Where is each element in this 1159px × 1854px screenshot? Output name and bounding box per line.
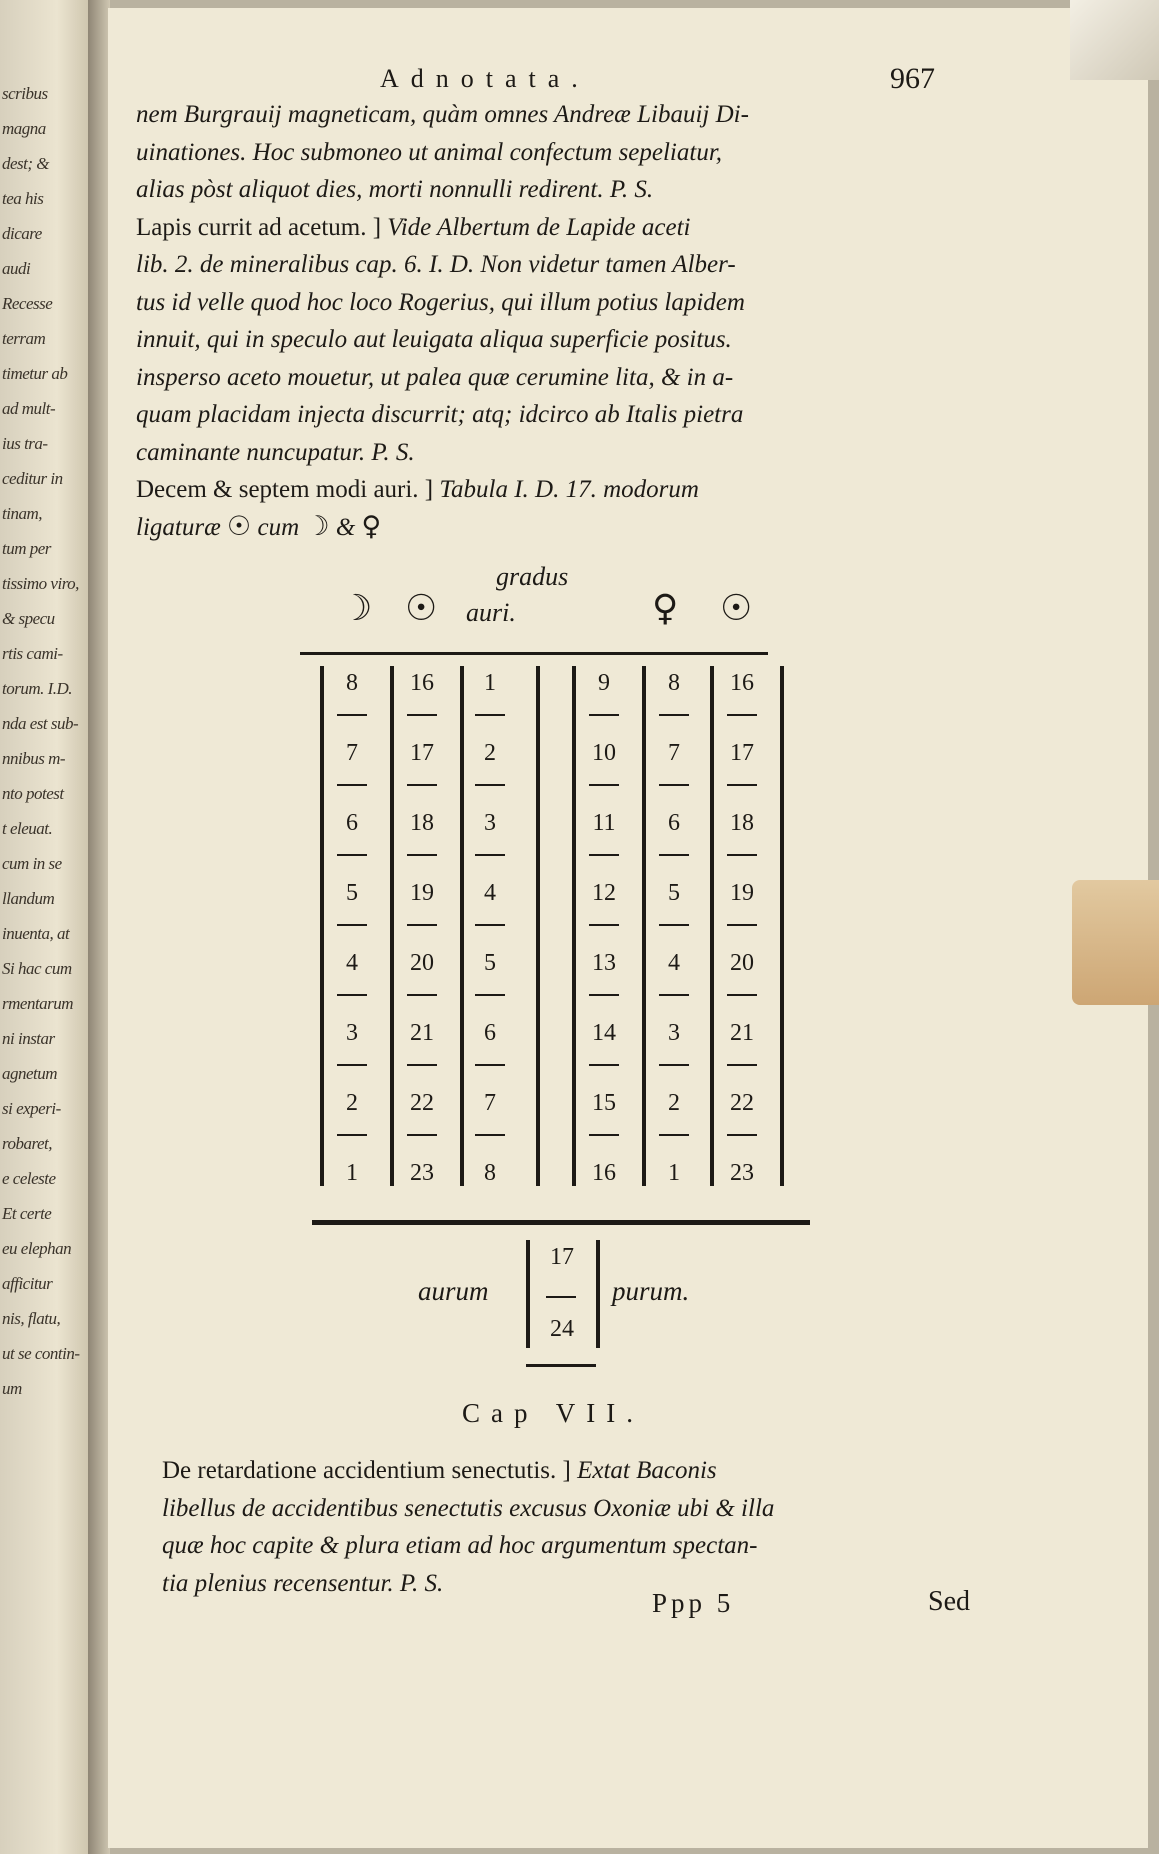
table-top-rule bbox=[300, 652, 768, 655]
text-span: tus id velle quod hoc loco Rogerius, qui illum potius lapidem bbox=[136, 288, 745, 316]
margin-fragment: dest; & bbox=[2, 154, 50, 173]
margin-fragment: timetur ab bbox=[2, 364, 68, 383]
text-span: tia plenius recensentur. P. S. bbox=[162, 1569, 444, 1597]
astro-symbol: ☉ bbox=[227, 510, 252, 542]
table-cell: 16 bbox=[410, 670, 434, 696]
table-cell-dash bbox=[727, 1064, 757, 1066]
margin-fragment: audi bbox=[2, 259, 31, 278]
margin-fragment: um bbox=[2, 1379, 22, 1398]
margin-fragment: magna bbox=[2, 119, 46, 138]
body-line bbox=[136, 471, 986, 509]
table-cell-dash bbox=[727, 924, 757, 926]
body-line bbox=[136, 171, 986, 209]
table-cell: 2 bbox=[346, 1090, 358, 1116]
margin-fragment: Et certe bbox=[2, 1204, 52, 1223]
table-cell-dash bbox=[659, 994, 689, 996]
table-column-bar bbox=[642, 666, 646, 1186]
table-cell: 2 bbox=[668, 1090, 680, 1116]
astro-symbol: ♀ bbox=[361, 510, 382, 542]
margin-fragment: t eleuat. bbox=[2, 819, 53, 838]
text-span: Decem & septem modi auri. ] bbox=[136, 476, 440, 503]
table-cell-dash bbox=[337, 714, 367, 716]
body-line bbox=[136, 134, 986, 172]
table-cell-dash bbox=[659, 924, 689, 926]
text-span: & bbox=[329, 513, 362, 541]
table-cell: 18 bbox=[410, 810, 434, 836]
body-line bbox=[136, 509, 986, 547]
margin-fragment: nnibus m- bbox=[2, 749, 66, 768]
scale-left-label: aurum bbox=[418, 1276, 489, 1306]
table-cell-dash bbox=[727, 1134, 757, 1136]
text-span: quæ hoc capite & plura etiam ad hoc argumentum spectan- bbox=[162, 1532, 758, 1559]
body-line bbox=[136, 434, 986, 472]
table-column-bar bbox=[390, 666, 394, 1186]
table-column-bar bbox=[780, 666, 784, 1186]
text-span: ligaturæ bbox=[136, 513, 227, 541]
table-cell: 23 bbox=[410, 1160, 434, 1186]
bookmark-tab bbox=[1072, 880, 1159, 1005]
margin-fragment: llandum bbox=[2, 889, 55, 908]
table-cell-dash bbox=[659, 1134, 689, 1136]
margin-fragment: ceditur in bbox=[2, 469, 63, 488]
table-column-bar bbox=[536, 666, 540, 1186]
facing-page-edge bbox=[0, 0, 95, 1854]
table-cell-dash bbox=[659, 714, 689, 716]
table-cell-dash bbox=[589, 854, 619, 856]
table-cell-dash bbox=[407, 714, 437, 716]
margin-fragment: & specu bbox=[2, 609, 55, 628]
scale-left-bar bbox=[526, 1240, 530, 1348]
margin-fragment: ut se contin- bbox=[2, 1344, 80, 1363]
running-head: Adnotata. bbox=[380, 64, 590, 93]
body-line bbox=[136, 209, 986, 247]
text-span: De retardatione accidentium senectutis. ] bbox=[162, 1457, 578, 1484]
table-cell: 1 bbox=[484, 670, 496, 696]
table-cell-dash bbox=[475, 714, 505, 716]
table-cell-dash bbox=[337, 1064, 367, 1066]
table-cell: 10 bbox=[592, 740, 616, 766]
table-cell: 20 bbox=[730, 950, 754, 976]
text-span: Lapis currit ad acetum. ] bbox=[136, 213, 388, 241]
table-cell-dash bbox=[475, 854, 505, 856]
margin-fragment: cum in se bbox=[2, 854, 62, 873]
table-cell: 11 bbox=[592, 810, 616, 836]
table-cell-dash bbox=[727, 784, 757, 786]
margin-fragment: ad mult- bbox=[2, 399, 56, 418]
margin-fragment: e celeste bbox=[2, 1169, 56, 1188]
scale-underline bbox=[526, 1364, 596, 1367]
margin-fragment: Recesse bbox=[2, 294, 53, 313]
table-cell: 3 bbox=[668, 1020, 680, 1046]
table-cell-dash bbox=[589, 994, 619, 996]
table-cell: 3 bbox=[346, 1020, 358, 1046]
margin-fragment: ius tra- bbox=[2, 434, 48, 453]
text-span: innuit, qui in speculo aut leuigata aliqua superficie positus. bbox=[136, 326, 732, 353]
text-span: quam placidam injecta discurrit; atq; idcirco ab Italis pietra bbox=[136, 401, 744, 428]
table-cell: 1 bbox=[346, 1160, 358, 1186]
scale-right-bar bbox=[596, 1240, 600, 1348]
text-span: Tabula I. D. 17. modorum bbox=[439, 476, 699, 503]
scale-right-label: purum. bbox=[612, 1276, 690, 1306]
text-span: lib. 2. de mineralibus cap. 6. I. D. Non videtur tamen Alber- bbox=[136, 251, 736, 278]
table-cell-dash bbox=[589, 1064, 619, 1066]
table-cell: 20 bbox=[410, 950, 434, 976]
table-cell-dash bbox=[659, 784, 689, 786]
moon-symbol: ☽ bbox=[340, 588, 373, 629]
margin-fragment: terram bbox=[2, 329, 46, 348]
margin-fragment: si experi- bbox=[2, 1099, 61, 1118]
table-cell: 22 bbox=[730, 1090, 754, 1116]
body-line bbox=[136, 284, 986, 322]
margin-fragment: tea his bbox=[2, 189, 44, 208]
table-cell-dash bbox=[337, 994, 367, 996]
table-cell: 23 bbox=[730, 1160, 754, 1186]
closing-line bbox=[162, 1452, 1012, 1490]
margin-fragment: Si hac cum bbox=[2, 959, 72, 978]
table-cell-dash bbox=[407, 784, 437, 786]
table-cell: 17 bbox=[730, 740, 754, 766]
margin-fragment: eu elephan bbox=[2, 1239, 72, 1258]
label-gradus: gradus bbox=[496, 562, 569, 591]
table-cell: 5 bbox=[668, 880, 680, 906]
text-span: insperso aceto mouetur, ut palea quæ cerumine lita, & in a- bbox=[136, 363, 734, 391]
table-cell-dash bbox=[727, 994, 757, 996]
table-cell: 8 bbox=[484, 1160, 496, 1186]
catchword: Sed bbox=[928, 1586, 970, 1617]
table-cell-dash bbox=[407, 1064, 437, 1066]
table-cell-dash bbox=[475, 784, 505, 786]
table-cell: 21 bbox=[410, 1020, 434, 1046]
body-line bbox=[136, 359, 986, 397]
book-gutter bbox=[88, 0, 110, 1854]
table-cell: 22 bbox=[410, 1090, 434, 1116]
table-cell: 4 bbox=[668, 950, 680, 976]
text-span: cum bbox=[251, 513, 306, 541]
table-cell: 21 bbox=[730, 1020, 754, 1046]
closing-line bbox=[162, 1527, 1012, 1565]
table-bottom-rule bbox=[312, 1220, 810, 1225]
table-cell: 18 bbox=[730, 810, 754, 836]
text-span: Vide Albertum de Lapide aceti bbox=[387, 213, 691, 241]
page-number: 967 bbox=[890, 62, 935, 95]
margin-fragment: tissimo viro, bbox=[2, 574, 79, 593]
margin-fragment: agnetum bbox=[2, 1064, 58, 1083]
table-column-bar bbox=[320, 666, 324, 1186]
body-line bbox=[136, 96, 986, 134]
table-cell: 5 bbox=[484, 950, 496, 976]
text-span: alias pòst aliquot dies, morti nonnulli redirent. P. S. bbox=[136, 176, 654, 203]
table-cell-dash bbox=[407, 1134, 437, 1136]
table-cell: 13 bbox=[592, 950, 616, 976]
margin-fragment: scribus bbox=[2, 84, 48, 103]
table-cell: 7 bbox=[668, 740, 680, 766]
table-cell: 3 bbox=[484, 810, 496, 836]
table-cell: 6 bbox=[346, 810, 358, 836]
chapter-title: Cap VII. bbox=[462, 1398, 644, 1428]
table-cell: 7 bbox=[346, 740, 358, 766]
table-cell-dash bbox=[475, 924, 505, 926]
margin-fragment: nis, flatu, bbox=[2, 1309, 61, 1328]
text-span: libellus de accidentibus senectutis excusus Oxoniæ ubi & illa bbox=[162, 1494, 775, 1522]
table-cell-dash bbox=[475, 1064, 505, 1066]
margin-fragment: nto potest bbox=[2, 784, 64, 803]
text-span: uinationes. Hoc submoneo ut animal confectum sepeliatur, bbox=[136, 138, 723, 166]
table-cell-dash bbox=[659, 1064, 689, 1066]
scale-dash bbox=[546, 1296, 576, 1298]
margin-fragment: afficitur bbox=[2, 1274, 53, 1293]
table-cell: 8 bbox=[668, 670, 680, 696]
table-cell-dash bbox=[337, 924, 367, 926]
table-cell-dash bbox=[589, 714, 619, 716]
table-cell: 4 bbox=[484, 880, 496, 906]
table-cell: 19 bbox=[730, 880, 754, 906]
table-cell: 1 bbox=[668, 1160, 680, 1186]
body-line bbox=[136, 396, 986, 434]
table-cell-dash bbox=[727, 854, 757, 856]
table-cell-dash bbox=[337, 1134, 367, 1136]
margin-fragment: tinam, bbox=[2, 504, 42, 523]
sun-symbol: ☉ bbox=[405, 588, 438, 629]
table-cell: 12 bbox=[592, 880, 616, 906]
table-cell: 9 bbox=[598, 670, 610, 696]
body-line bbox=[136, 321, 986, 359]
margin-fragment: dicare bbox=[2, 224, 42, 243]
margin-fragment: tum per bbox=[2, 539, 51, 558]
closing-line bbox=[162, 1490, 1012, 1528]
table-cell: 19 bbox=[410, 880, 434, 906]
text-span: Extat Baconis bbox=[577, 1457, 717, 1484]
margin-fragment: inuenta, at bbox=[2, 924, 70, 943]
table-cell: 4 bbox=[346, 950, 358, 976]
table-cell: 2 bbox=[484, 740, 496, 766]
signature-mark: Ppp 5 bbox=[652, 1588, 735, 1618]
table-cell-dash bbox=[659, 854, 689, 856]
venus-symbol: ♀ bbox=[652, 588, 679, 629]
chapter-note-text bbox=[162, 1452, 1012, 1602]
table-cell: 15 bbox=[592, 1090, 616, 1116]
text-span: nem Burgrauij magneticam, quàm omnes Andreæ Libauij Di- bbox=[136, 101, 749, 128]
table-column-bar bbox=[572, 666, 576, 1186]
table-cell: 16 bbox=[730, 670, 754, 696]
table-cell-dash bbox=[589, 1134, 619, 1136]
table-cell: 8 bbox=[346, 670, 358, 696]
astro-symbol: ☽ bbox=[305, 510, 330, 542]
table-cell: 17 bbox=[410, 740, 434, 766]
page-corner bbox=[1070, 0, 1159, 80]
margin-fragment: torum. I.D. bbox=[2, 679, 73, 698]
table-cell: 16 bbox=[592, 1160, 616, 1186]
table-cell-dash bbox=[589, 784, 619, 786]
margin-fragment: rtis cami- bbox=[2, 644, 63, 663]
label-auri: auri. bbox=[466, 598, 516, 627]
table-cell-dash bbox=[407, 924, 437, 926]
annotation-text bbox=[136, 96, 986, 546]
table-column-bar bbox=[710, 666, 714, 1186]
closing-line bbox=[162, 1565, 1012, 1603]
table-cell-dash bbox=[475, 994, 505, 996]
margin-fragment: rmentarum bbox=[2, 994, 74, 1013]
table-cell: 5 bbox=[346, 880, 358, 906]
scale-bottom-value: 24 bbox=[550, 1316, 574, 1342]
sun-symbol-right: ☉ bbox=[720, 588, 753, 629]
table-cell-dash bbox=[407, 854, 437, 856]
table-cell: 6 bbox=[668, 810, 680, 836]
body-line bbox=[136, 246, 986, 284]
table-cell: 6 bbox=[484, 1020, 496, 1046]
scale-top-value: 17 bbox=[550, 1244, 574, 1270]
text-span: caminante nuncupatur. P. S. bbox=[136, 438, 415, 466]
table-cell-dash bbox=[727, 714, 757, 716]
margin-fragment: nda est sub- bbox=[2, 714, 79, 733]
margin-fragment: robaret, bbox=[2, 1134, 52, 1153]
table-cell-dash bbox=[475, 1134, 505, 1136]
table-cell-dash bbox=[589, 924, 619, 926]
table-cell: 7 bbox=[484, 1090, 496, 1116]
table-cell-dash bbox=[337, 784, 367, 786]
table-cell-dash bbox=[407, 994, 437, 996]
table-cell-dash bbox=[337, 854, 367, 856]
table-cell: 14 bbox=[592, 1020, 616, 1046]
margin-fragment: ni instar bbox=[2, 1029, 55, 1048]
